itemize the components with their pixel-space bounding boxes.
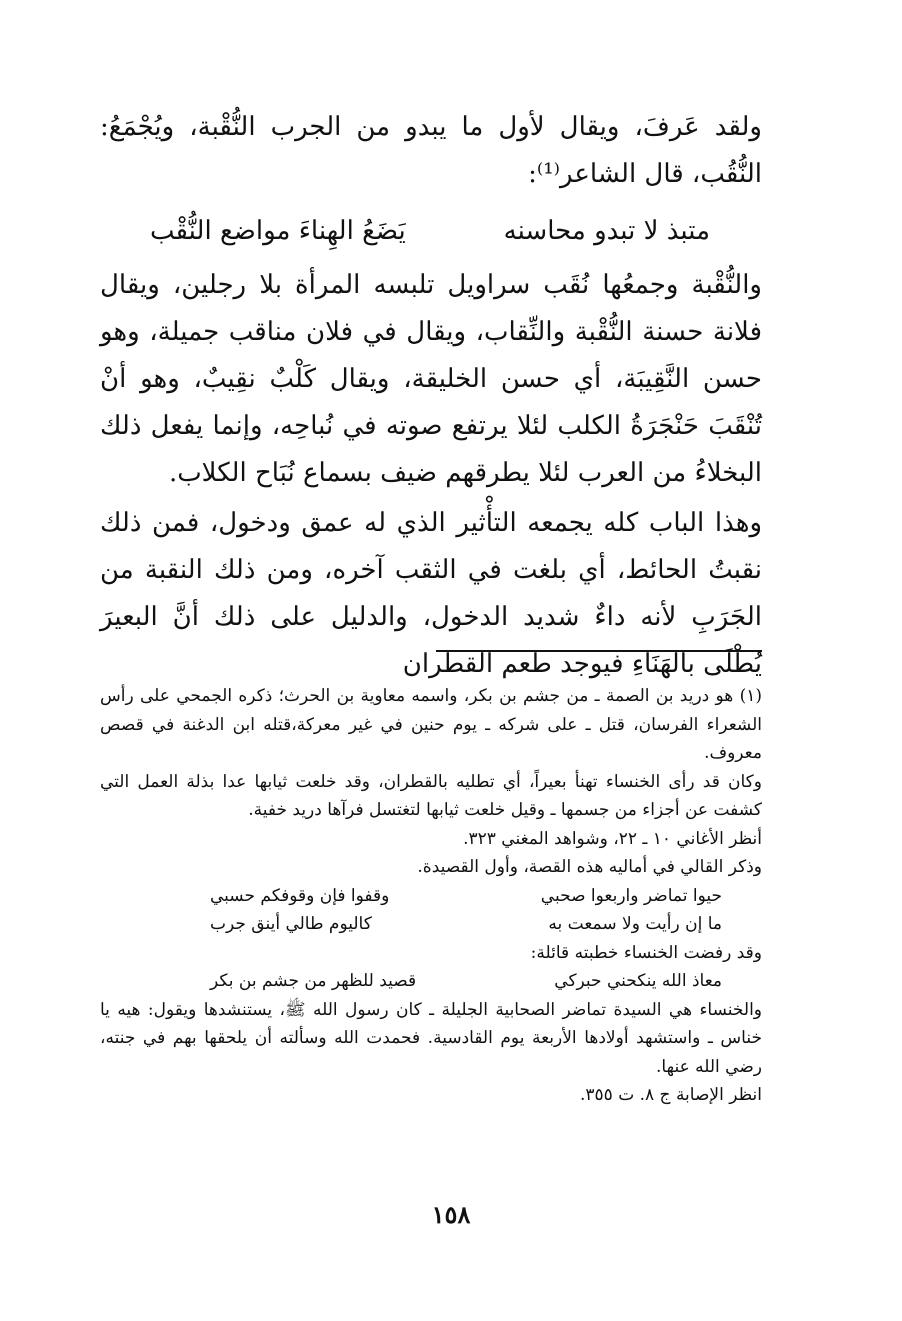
paragraph-1-text: ولقد عَرفَ، ويقال لأول ما يبدو من الجرب النُّقْبة، ويُجْمَعُ: النُّقُب، قال الشاعر⁽¹⁾:	[100, 112, 762, 189]
footnote-verse-hemistich: حيوا تماضر واربعوا صحبي	[540, 885, 722, 906]
footnote-verse-hemistich: قصيد للظهر من جشم بن بكر	[210, 971, 417, 991]
footnote-verse-hemistich: ما إن رأيت ولا سمعت به	[548, 914, 722, 934]
footnote-line: أنظر الأغاني ١٠ ـ ٢٢، وشواهد المغني ٣٢٣.	[463, 828, 762, 849]
footnote-line: وقد رفضت الخنساء خطبته قائلة:	[530, 942, 762, 963]
footnote-verse-hemistich: وقفوا فإن وقوفكم حسبي	[210, 885, 390, 906]
footnote-line: وكان قد رأى الخنساء تهنأ بعيراً، أي تطليه بالقطران، وقد خلعت ثيابها عدا بذلة العمل التي كشفت عن أجزاء من جسمها ـ وقيل خلعت ثيابها لتغتسل فرآها دريد خفية.	[100, 771, 762, 820]
footnote-1: (١) هو دريد بن الصمة ـ من جشم بن بكر، واسمه معاوية بن الحرث؛ ذكره الجمحي على رأس الشعراء الفرسان، قتل ـ على شركه ـ يوم حنين في غير معركة،قتله ابن الدغنة في قصص معروف.	[100, 686, 762, 763]
paragraph-3-text: وهذا الباب كله يجمعه التأْثير الذي له عمق ودخول، فمن ذلك نقبتُ الحائط، أي بلغت في الثقب آخره، ومن ذلك النقبة من الجَرَبِ لأنه داءٌ شديد الدخول، والدليل على ذلك أنَّ البعيرَ يُطْلَى بالهَنَاءِ فيوجد طعم القطران	[100, 508, 762, 679]
page-number: ١٥٨	[431, 1200, 471, 1229]
paragraph-2-text: والنُّقْبة وجمعُها نُقَب سراويل تلبسه المرأة بلا رجلين، ويقال فلانة حسنة النُّقْبة والنِّقاب، ويقال في فلان مناقب جميلة، وهو حسن النَّقِيبَة، أي حسن الخليقة، ويقال كَلْبٌ نقِيبٌ، وهو أنْ تُنْقَبَ حَنْجَرَةُ الكلب لئلا يرتفع صوته في نُباحِه، وإنما يفعل ذلك البخلاءُ من العرب لئلا يطرقهم ضيف بسماع نُبَاح الكلاب.	[100, 270, 762, 488]
footnote-verse	[100, 882, 762, 911]
footnote-line: انظر الإصابة ج ٨. ت ٣٥٥.	[579, 1085, 762, 1105]
footnote-line: وذكر القالي في أماليه هذه القصة، وأول القصيدة.	[417, 857, 762, 877]
paragraph-1	[100, 104, 762, 198]
paragraph-2	[100, 262, 762, 497]
verse-hemistich-2: يَضَعُ الهِناءَ مواضع النُّقْب	[150, 216, 406, 246]
footnote-line: والخنساء هي السيدة تماضر الصحابية الجليلة ـ كان رسول الله ﷺ، يستنشدها ويقول: هيه يا خناس ـ واستشهد أولادها الأربعة يوم القادسية. فحمدت الله وسألته أن يلحقها بهم في جنته، رضي الله عنها.	[100, 999, 762, 1077]
paragraph-3	[100, 500, 762, 688]
footnote-verse-hemistich: معاذ الله ينكحني حبركي	[554, 971, 722, 991]
verse-hemistich-1: متبذ لا تبدو محاسنه	[503, 216, 710, 246]
verse-line	[150, 207, 710, 255]
footnotes	[100, 682, 762, 1110]
footnote-verse	[100, 967, 762, 996]
footnote-verse	[100, 910, 762, 939]
footnote-verse-hemistich: كاليوم طالي أينق جرب	[210, 914, 372, 934]
footnote-separator	[436, 650, 762, 652]
